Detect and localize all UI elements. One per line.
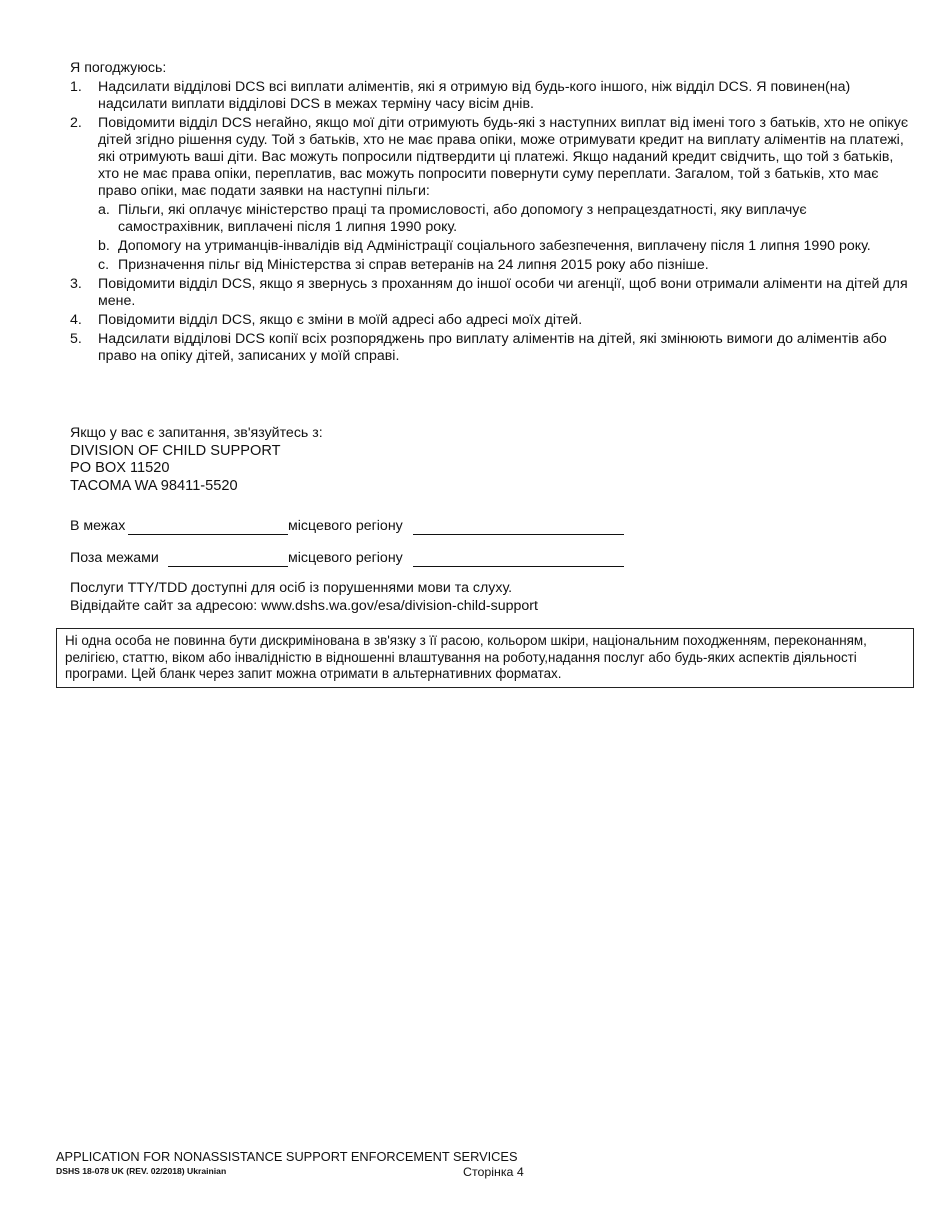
contact-heading: Якщо у вас є запитання, зв'язуйтесь з:: [70, 425, 323, 441]
subitem-letter: b.: [98, 238, 110, 254]
contact-po-box: PO BOX 11520: [70, 460, 170, 476]
inside-region-phone-blank[interactable]: [413, 534, 624, 535]
contact-block: [70, 425, 323, 495]
region-label: місцевого регіону: [288, 518, 403, 534]
inside-region-blank[interactable]: [128, 534, 288, 535]
list-item: [70, 276, 910, 310]
intro-text: Я погоджуюсь:: [70, 60, 167, 76]
item-text: Повідомити відділ DCS, якщо є зміни в моїй адресі або адресі моїх дітей.: [98, 312, 583, 328]
sublist-item: [98, 202, 910, 236]
subitem-text: Призначення пільг від Міністерства зі справ ветеранів на 24 липня 2015 року або пізніше.: [118, 257, 709, 273]
inside-region-row: [70, 518, 630, 550]
form-number: DSHS 18-078 UK (REV. 02/2018) Ukrainian: [56, 1166, 227, 1176]
inside-region-label: В межах: [70, 518, 126, 534]
phone-fields: [70, 518, 630, 582]
benefits-sublist: [98, 202, 910, 274]
list-item: [70, 79, 910, 113]
subitem-text: Допомогу на утриманців-інвалідів від Адміністрації соціального забезпечення, виплачену після 1 липня 1990 року.: [118, 238, 871, 254]
subitem-letter: a.: [98, 202, 110, 218]
item-text: Надсилати відділові DCS всі виплати аліментів, які я отримую від будь-кого іншого, ніж відділ DCS. Я повинен(на) надсилати виплати відділові DCS в межах терміну часу вісім днів.: [98, 79, 851, 112]
sublist-item: [98, 257, 910, 274]
website-text: Відвідайте сайт за адресою: www.dshs.wa.gov/esa/division-child-support: [70, 597, 538, 614]
footer-title: APPLICATION FOR NONASSISTANCE SUPPORT ENFORCEMENT SERVICES: [56, 1149, 518, 1164]
item-number: 4.: [70, 312, 82, 328]
tty-text: Послуги TTY/TDD доступні для осіб із порушеннями мови та слуху.: [70, 580, 513, 596]
list-item: [70, 312, 910, 329]
list-item: [70, 115, 910, 274]
subitem-text: Пільги, які оплачує міністерство праці та промисловості, або допомогу з непрацездатності, яку виплачує самострахівник, виплачені після 1 липня 1990 року.: [118, 202, 807, 235]
list-item: [70, 331, 910, 365]
contact-org: DIVISION OF CHILD SUPPORT: [70, 442, 281, 459]
item-number: 1.: [70, 79, 82, 95]
contact-city: TACOMA WA 98411-5520: [70, 477, 238, 494]
nondiscrimination-notice: Ні одна особа не повинна бути дискримінована в зв'язку з її расою, кольором шкіри, національним походженням, переконанням, релігією, статтю, віком або інвалідністю в відношенні влаштування на роботу,надання послуг або будь-яких аспектів діяльності програми. Цей бланк через запит можна отримати в альтернативних форматах.: [56, 628, 914, 688]
region-label: місцевого регіону: [288, 550, 403, 566]
item-number: 3.: [70, 276, 82, 292]
agreement-list: [70, 79, 910, 367]
item-text: Повідомити відділ DCS, якщо я звернусь з проханням до іншої особи чи агенції, щоб вони отримали аліменти на дітей для мене.: [98, 276, 908, 309]
item-text: Надсилати відділові DCS копії всіх розпоряджень про виплату аліментів на дітей, які змінюють вимоги до аліментів або право на опіку дітей, записаних у моїй справі.: [98, 331, 887, 364]
outside-region-row: [70, 550, 630, 582]
item-number: 5.: [70, 331, 82, 347]
outside-region-blank[interactable]: [168, 566, 288, 567]
subitem-letter: c.: [98, 257, 110, 273]
item-number: 2.: [70, 115, 82, 131]
item-text: Повідомити відділ DCS негайно, якщо мої діти отримують будь-які з наступних виплат від імені того з батьків, хто не опікує дітей згідно рішення суду. Той з батьків, хто не має права опіки, може отримувати кредит на виплату аліментів на платежі, які отримують ваші діти. Вас можуть попросили підтвердити ці платежі. Якщо наданий кредит свідчить, що той з батьків, хто не має права опіки, переплатив, вас можуть попросити повернути суму переплати. Загалом, той з батьків, хто має право опіки, має подати заявки на наступні пільги:: [98, 115, 909, 199]
outside-region-phone-blank[interactable]: [413, 566, 624, 567]
tty-info: [70, 580, 538, 615]
sublist-item: [98, 238, 910, 255]
outside-region-label: Поза межами: [70, 550, 159, 566]
page-number: Сторінка 4: [463, 1165, 524, 1179]
